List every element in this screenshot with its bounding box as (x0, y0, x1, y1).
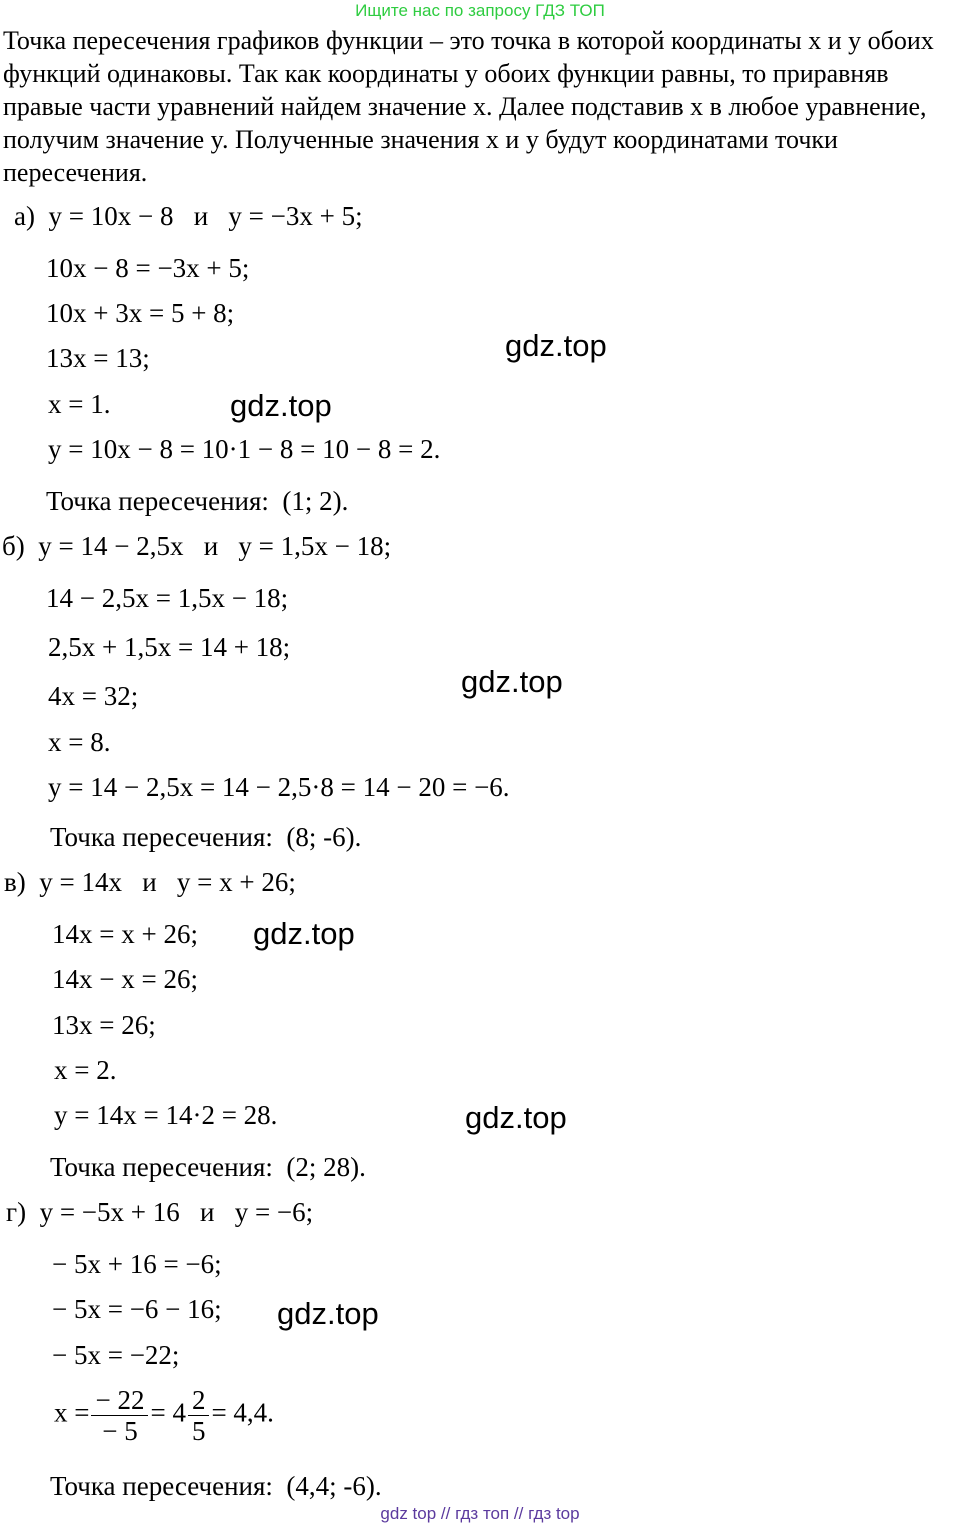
part-a-task: y = 10x − 8 и y = −3x + 5; (48, 201, 363, 231)
fraction-1-numerator: − 22 (91, 1385, 148, 1416)
watermark-2: gdz.top (230, 388, 332, 423)
footer-links[interactable]: gdz top // гдз топ // гдз top (380, 1504, 580, 1523)
part-b-step-1: 14 − 2,5x = 1,5x − 18; (46, 583, 289, 613)
part-a-label: а) (14, 201, 35, 231)
fraction-2-numerator: 2 (188, 1385, 210, 1416)
part-a-step-5: y = 10x − 8 = 10·1 − 8 = 10 − 8 = 2. (48, 434, 441, 464)
part-b-answer: Точка пересечения: (8; -6). (50, 822, 362, 852)
watermark-6: gdz.top (277, 1296, 379, 1331)
part-b-step-2: 2,5x + 1,5x = 14 + 18; (48, 632, 291, 662)
part-c-step-3: 13x = 26; (52, 1010, 156, 1040)
part-d-answer: Точка пересечения: (4,4; -6). (50, 1471, 382, 1501)
watermark-3: gdz.top (461, 664, 563, 699)
search-banner[interactable]: Ищите нас по запросу ГДЗ ТОП (355, 1, 605, 20)
watermark-1: gdz.top (505, 328, 607, 363)
part-a-answer: Точка пересечения: (1; 2). (46, 486, 349, 516)
fraction-eq-2: = 4,4. (211, 1397, 274, 1428)
part-b-step-5: y = 14 − 2,5x = 14 − 2,5·8 = 14 − 20 = −6. (48, 772, 510, 802)
part-c-step-2: 14x − x = 26; (52, 964, 198, 994)
part-a-step-4: x = 1. (48, 389, 111, 419)
part-d-step-2: − 5x = −6 − 16; (52, 1294, 222, 1324)
watermark-5: gdz.top (465, 1100, 567, 1135)
intro-paragraph: Точка пересечения графиков функции – это точка в которой координаты x и y обоих функций одинаковы. Так как координаты y обоих функции равны, то приравняв правые части уравнений найдем значение x. Далее подставив x в любое уравнение, получим значение y. Полученные значения x и y будут координатами точки пересечения. (3, 26, 934, 187)
fraction-lhs: x = (54, 1397, 90, 1428)
fraction-2-denominator: 5 (191, 1416, 206, 1446)
part-a-step-1: 10x − 8 = −3x + 5; (46, 253, 250, 283)
part-c-step-5: y = 14x = 14·2 = 28. (54, 1100, 278, 1130)
part-a-step-2: 10x + 3x = 5 + 8; (46, 298, 235, 328)
part-d-task-line (6, 1196, 313, 1228)
part-c-task-line (4, 866, 296, 898)
part-c-task: y = 14x и y = x + 26; (39, 867, 296, 897)
part-a-task-line (14, 200, 363, 232)
part-b-task: y = 14 − 2,5x и y = 1,5x − 18; (38, 531, 392, 561)
watermark-4: gdz.top (253, 916, 355, 951)
fraction-1-denominator: − 5 (102, 1416, 138, 1446)
part-c-step-1: 14x = x + 26; (52, 919, 198, 949)
fraction-1 (91, 1385, 148, 1446)
part-d-step-1: − 5x + 16 = −6; (52, 1249, 222, 1279)
part-d-fraction-step (54, 1385, 274, 1446)
part-b-label: б) (2, 531, 25, 561)
part-b-step-4: x = 8. (48, 727, 111, 757)
part-d-label: г) (6, 1197, 27, 1227)
part-b-step-3: 4x = 32; (48, 681, 139, 711)
part-d-task: y = −5x + 16 и y = −6; (39, 1197, 314, 1227)
part-d-step-3: − 5x = −22; (52, 1340, 180, 1370)
part-c-label: в) (4, 867, 26, 897)
part-c-step-4: x = 2. (54, 1055, 117, 1085)
fraction-eq-1: = 4 (150, 1397, 186, 1428)
part-c-answer: Точка пересечения: (2; 28). (50, 1152, 366, 1182)
part-a-step-3: 13x = 13; (46, 343, 150, 373)
part-b-task-line (2, 530, 391, 562)
fraction-2 (188, 1385, 210, 1446)
